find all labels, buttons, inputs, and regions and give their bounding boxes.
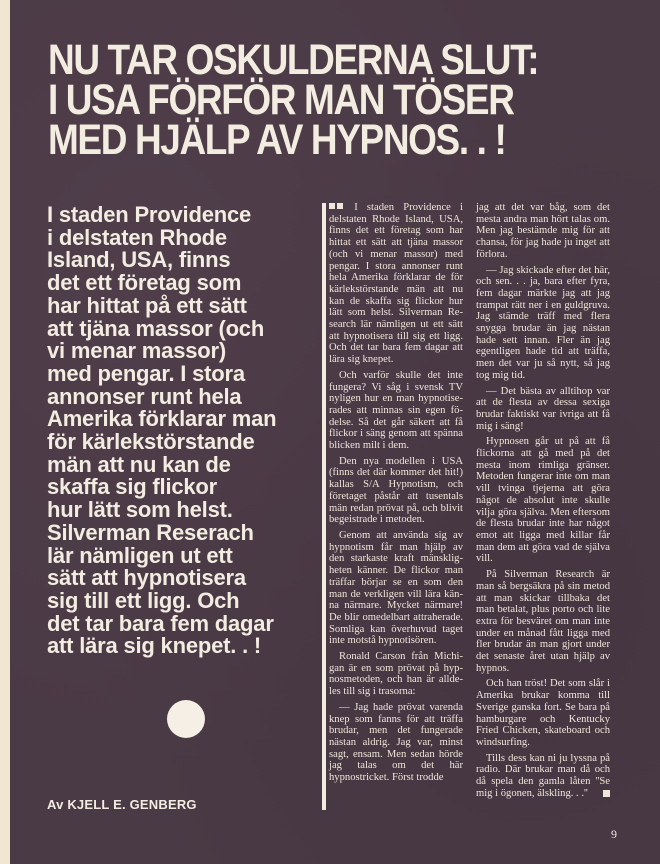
body-paragraph: — Det bästa av alltihop var att de flesta av dessa sexiga brudar faktiskt var ivriga att få mig i säng!: [476, 385, 610, 432]
square-bullet-icon: [337, 203, 343, 209]
lead-line: sätt att hypnotisera: [47, 565, 246, 591]
lead-line: Amerika förklarar man: [47, 406, 277, 432]
lead-line: för kärlekstörstande: [47, 429, 255, 455]
body-paragraph: Och varför skulle det inte fungera? Vi såg i svensk TV nyligen hur en man hypnotiserades att minnas sin egen födelse. Så det går säkert att få flickor i säng genom att spänna blicken milt i dem.: [329, 369, 463, 452]
headline: [48, 36, 564, 164]
lead-line: har hittat på ett sätt: [47, 292, 247, 318]
paragraph-text: Tills dess kan ni ju lyssna på radio. Där brukar man då och då spela den gamla låten ''Se mig i ögonen, älskling. . .'': [476, 752, 610, 799]
lead-line: annonser runt hela: [47, 383, 242, 409]
lead-paragraph: [47, 204, 337, 658]
lead-line: att lära sig knepet. . !: [47, 633, 262, 659]
lead-line: med pengar. I stora: [47, 360, 245, 386]
body-paragraph: — Jag skickade efter det här, och sen. . . ja, bara efter fyra, fem dagar märkte jag att jag trampat rätt ner i en guldgruva. Jag stämde träff med flera snygga brudar än jag nästan hade sett innan. Fler än jag egentligen hade tid att träffa, men det var ju så nytt, så jag tog mig tid.: [476, 264, 610, 381]
column-rule: [322, 203, 326, 810]
lead-line: det ett företag som: [47, 270, 242, 296]
headline-line: MED HJÄLP AV HYPNOS. . !: [48, 116, 506, 164]
lead-line: sig till ett ligg. Och: [47, 587, 240, 613]
lead-line: Island, USA, finns: [47, 247, 231, 273]
lead-line: lär nämligen ut ett: [47, 542, 233, 568]
body-paragraph: Den nya modellen i USA (finns det där kommer det hit!) kallas S/A Hypnotism, och företaget påstår att tusentals män redan prövat på, och blivit begeistrade i metoden.: [329, 455, 463, 526]
lead-line: Silverman Reserach: [47, 519, 254, 545]
body-column-right: [476, 202, 610, 803]
headline-line: NU TAR OSKULDERNA SLUT:: [48, 36, 539, 84]
body-paragraph: Och han tröst! Det som slår i Amerika brukar komma till Sverige ganska fort. Se bara på hamburgare och Kentucky Fried Chicken, skateboard och windsurfing.: [476, 678, 610, 748]
decorative-dot-icon: [167, 700, 205, 738]
lead-line: män att nu kan de: [47, 451, 231, 477]
page-number: 9: [611, 827, 617, 841]
paragraph-text: I staden Providence i delstaten Rhode Island, USA, finns det ett företag som har hittat ett sätt att tjäna massor (och vi menar massor) med pengar. I stora annonser runt hela Amerika förklarar de för kärlekstörstande män att nu kan de skaffa sig flickor hur lätt som helst. Silverman Research lär nämligen ut ett sätt att hypnotisera till sig ett ligg. Och det tar bara fem dagar att lära sig knepet.: [329, 202, 463, 366]
lead-line: vi menar massor): [47, 338, 226, 364]
body-paragraph: Hypnosen går ut på att få flickorna att gå med på det mesta inom rimliga gränser. Metoden fungerar inte om man vill tvinga tjejerna att göra något de absolut inte skulle vilja göra själva. Men eftersom de flesta brudar inte har något emot att ligga med killar får man dem att göra vad de själva vill.: [476, 436, 610, 565]
body-paragraph: — Jag hade prövat varenda knep som fanns för att träffa brudar, men det fungerade nästan aldrig. Jag var, minst sagt, ensam. Men sedan hörde jag talas om det här hypnostricket. Först trodde: [329, 701, 463, 784]
body-paragraph: Ronald Carson från Michigan är en som prövat på hypnosmetoden, och han är alldeles till sig i trasorna:: [329, 651, 463, 698]
lead-line: skaffa sig flickor: [47, 474, 218, 500]
square-bullet-icon: [329, 203, 335, 209]
body-paragraph: [476, 753, 610, 800]
body-paragraph: [329, 202, 463, 366]
byline: Av KJELL E. GENBERG: [47, 797, 197, 812]
lead-line: det tar bara fem dagar: [47, 610, 274, 636]
body-paragraph: På Silverman Research är man så bergsäkra på sin metod att man skickar tillbaka det man betalat, plus porto och lite extra för besväret om man inte under en månad fått ligga med fler brudar än man gjort under det senaste året utan hjälp av hypnos.: [476, 569, 610, 674]
lead-line: I staden Providence: [47, 202, 252, 227]
lead-line: i delstaten Rhode: [47, 224, 227, 250]
body-column-middle: [329, 202, 463, 788]
headline-line: I USA FÖRFÖR MAN TÖSER: [48, 76, 514, 124]
magazine-page: [10, 0, 660, 864]
body-paragraph: jag att det var båg, som det mesta andra man hört talas om. Men jag bestämde mig för att chansa, för jag hade ju inget att förlora.: [476, 202, 610, 260]
body-paragraph: Genom att använda sig av hypnotism får man hjälp av den starkaste kraft mänskligheten känner. De flickor man träffar börjar se en som den man de verkligen vill lära känna närmare. Mycket närmare! De blir omedelbart attraherade. Somliga kan överhuvud taget inte motstå hypnotisören.: [329, 529, 463, 647]
end-mark-icon: [603, 790, 610, 797]
lead-line: hur lätt som helst.: [47, 497, 233, 523]
lead-line: att tjäna massor (och: [47, 315, 265, 341]
